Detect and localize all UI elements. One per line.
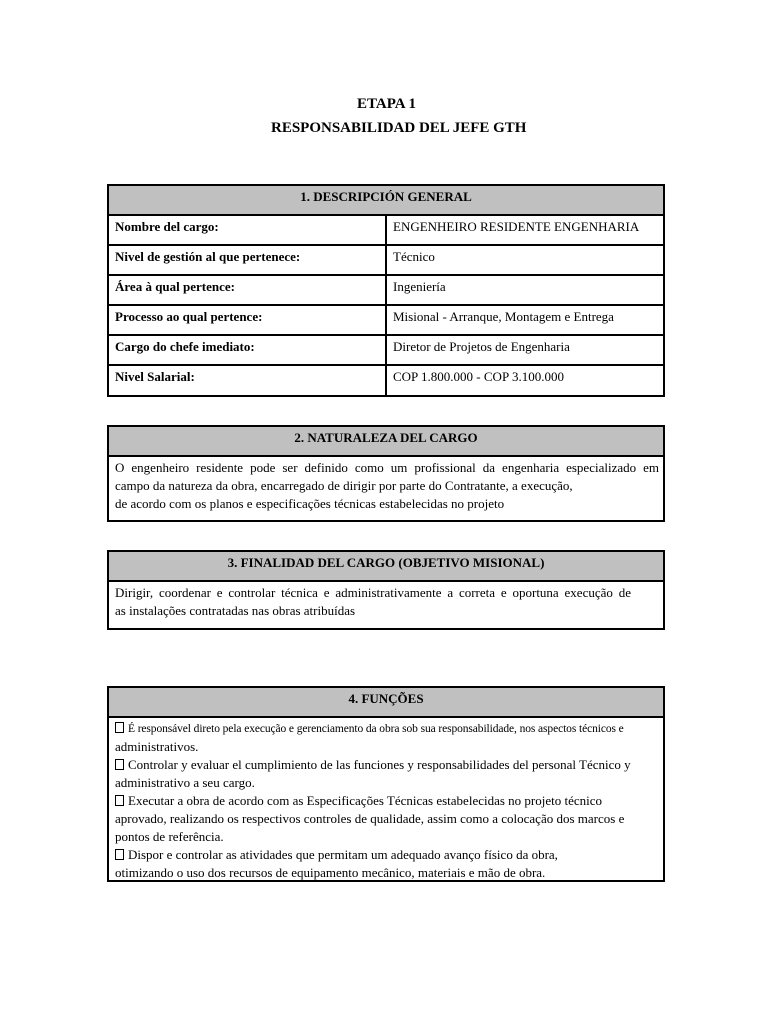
section-title: 2. NATURALEZA DEL CARGO — [109, 427, 663, 457]
list-item — [115, 792, 659, 810]
checkbox-bullet-icon — [115, 849, 124, 860]
section-title: 1. DESCRIPCIÓN GENERAL — [109, 186, 663, 216]
functions-box — [107, 686, 665, 882]
row-label: Cargo do chefe imediato: — [109, 336, 387, 364]
row-value: Ingeniería — [393, 279, 446, 294]
body-line: campo da natureza da obra, encarregado de dirigir por parte do Contratante, a execução, — [115, 478, 573, 493]
row-value: ENGENHEIRO RESIDENTE ENGENHARIA — [393, 219, 640, 234]
table-row — [109, 216, 663, 246]
table-row — [109, 306, 663, 336]
checkbox-bullet-icon — [115, 722, 124, 733]
list-item-continuation: administrativo a seu cargo. — [115, 775, 255, 790]
purpose-of-position-box — [107, 550, 665, 630]
row-label: Nombre del cargo: — [109, 216, 387, 244]
section-body — [109, 582, 663, 620]
table-row — [109, 366, 663, 395]
body-line: O engenheiro residente pode ser definido como um profissional da engenharia especializado em — [115, 460, 659, 475]
item-text: Executar a obra de acordo com as Especificações Técnicas estabelecidas no projeto técnico — [128, 793, 603, 808]
body-line: de acordo com os planos e especificações técnicas estabelecidas no projeto — [115, 496, 505, 511]
list-item-continuation: otimizando o uso dos recursos de equipamento mecânico, materiais e mão de obra. — [115, 865, 546, 880]
list-item-continuation: administrativos. — [115, 739, 199, 754]
item-text: Controlar y evaluar el cumplimiento de las funciones y responsabilidades del personal Técnico y — [128, 757, 631, 772]
row-label: Processo ao qual pertence: — [109, 306, 387, 334]
page-title: RESPONSABILIDAD DEL JEFE GTH — [271, 120, 527, 136]
section-title: 4. FUNÇÕES — [109, 688, 663, 718]
list-item — [115, 756, 659, 774]
row-value: COP 1.800.000 - COP 3.100.000 — [393, 369, 564, 384]
list-item-continuation: aprovado, realizando os respectivos controles de qualidade, assim como a colocação dos marcos e — [115, 811, 625, 826]
row-label: Nivel Salarial: — [109, 366, 387, 395]
body-line: Dirigir, coordenar e controlar técnica e administrativamente a correta e oportuna execução de — [115, 585, 631, 600]
general-description-table — [107, 184, 665, 397]
nature-of-position-box — [107, 425, 665, 522]
checkbox-bullet-icon — [115, 759, 124, 770]
section-body — [109, 457, 663, 513]
table-row — [109, 276, 663, 306]
table-row — [109, 246, 663, 276]
row-label: Área à qual pertence: — [109, 276, 387, 304]
section-title: 3. FINALIDAD DEL CARGO (OBJETIVO MISIONAL) — [109, 552, 663, 582]
row-value: Diretor de Projetos de Engenharia — [393, 339, 570, 354]
list-item — [115, 846, 659, 864]
row-value: Misional - Arranque, Montagem e Entrega — [393, 309, 614, 324]
checkbox-bullet-icon — [115, 795, 124, 806]
item-text: É responsável direto pela execução e gerenciamento da obra sob sua responsabilidade, nos aspectos técnicos e — [128, 723, 624, 735]
table-row — [109, 336, 663, 366]
list-item-continuation: pontos de referência. — [115, 829, 224, 844]
item-text: Dispor e controlar as atividades que permitam um adequado avanço físico da obra, — [128, 847, 558, 862]
body-line: as instalações contratadas nas obras atribuídas — [115, 603, 356, 618]
stage-heading: ETAPA 1 — [357, 96, 417, 112]
row-label: Nivel de gestión al que pertenece: — [109, 246, 387, 274]
list-item — [115, 720, 659, 738]
functions-list — [109, 718, 663, 882]
row-value: Técnico — [393, 249, 435, 264]
